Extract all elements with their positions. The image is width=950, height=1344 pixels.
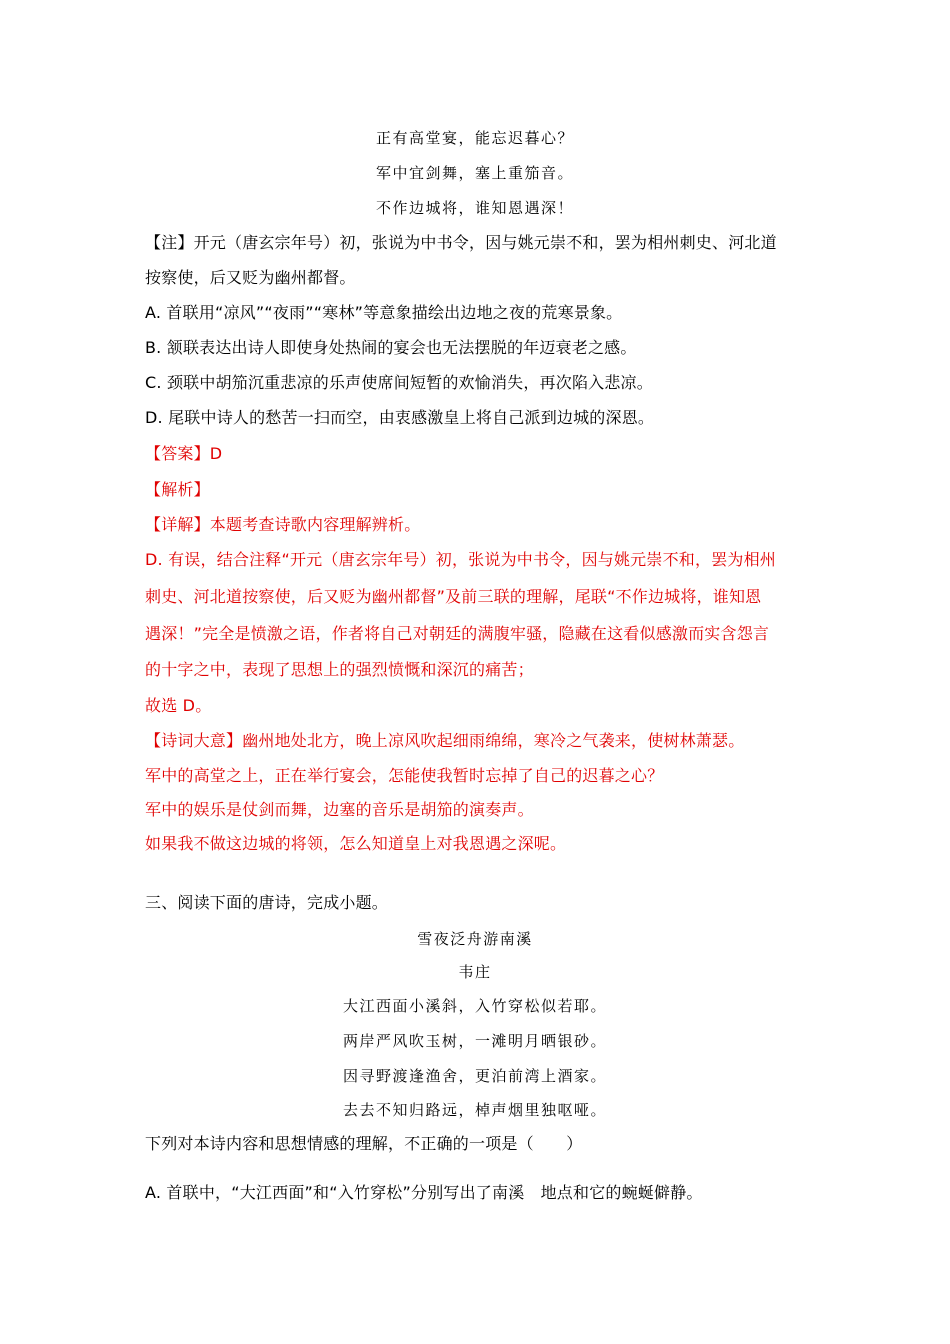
poem-line: 军中宜剑舞，塞上重笳音。 <box>375 164 574 182</box>
section-heading: 三、阅读下面的唐诗，完成小题。 <box>145 893 389 912</box>
explanation-line: D. 有误，结合注释“开元（唐玄宗年号）初，张说为中书令，因与姚元崇不和，罢为相州 <box>145 550 776 569</box>
poem-line: 两岸严风吹玉树，一滩明月晒银砂。 <box>342 1032 607 1050</box>
option-a: A. 首联用“凉风”“夜雨”“寒林”等意象描绘出边地之夜的荒寒景象。 <box>145 303 623 322</box>
poem-title: 雪夜泛舟游南溪 <box>417 930 533 948</box>
poem-line: 去去不知归路远，棹声烟里独呕哑。 <box>342 1101 607 1119</box>
detail-line: 【详解】本题考查诗歌内容理解辨析。 <box>145 515 421 534</box>
meaning-line: 【诗词大意】幽州地处北方，晚上凉风吹起细雨绵绵，寒冷之气袭来，使树林萧瑟。 <box>145 731 745 750</box>
explanation-line: 刺史、河北道按察使，后又贬为幽州都督”及前三联的理解，尾联“不作边城将，谁知恩 <box>145 587 762 606</box>
meaning-line: 军中的高堂之上，正在举行宴会，怎能使我暂时忘掉了自己的迟暮之心？ <box>145 766 664 785</box>
question-text: 下列对本诗内容和思想情感的理解，不正确的一项是（ ） <box>145 1134 583 1153</box>
explanation-line: 的十字之中，表现了思想上的强烈愤慨和深沉的痛苦； <box>145 660 534 679</box>
poem-author: 韦庄 <box>458 963 492 981</box>
explanation-line: 故选 D。 <box>145 696 212 715</box>
analysis-label: 【解析】 <box>145 480 210 499</box>
poem-line: 正有高堂宴，能忘迟暮心？ <box>375 129 574 147</box>
option-a: A. 首联中，“大江西面”和“入竹穿松”分别写出了南溪 地点和它的蜿蜒僻静。 <box>145 1183 703 1202</box>
poem-line: 不作边城将，谁知恩遇深！ <box>375 199 574 217</box>
meaning-line: 军中的娱乐是仗剑而舞，边塞的音乐是胡笳的演奏声。 <box>145 800 534 819</box>
poem-line: 因寻野渡逢渔舍，更泊前湾上酒家。 <box>342 1067 607 1085</box>
option-c: C. 颈联中胡笳沉重悲凉的乐声使席间短暂的欢愉消失，再次陷入悲凉。 <box>145 373 653 392</box>
poem-line: 大江西面小溪斜，入竹穿松似若耶。 <box>342 997 607 1015</box>
note-text: 【注】开元（唐玄宗年号）初，张说为中书令，因与姚元崇不和，罢为相州刺史、河北道 <box>145 233 777 252</box>
option-d: D. 尾联中诗人的愁苦一扫而空，由衷感激皇上将自己派到边城的深恩。 <box>145 408 655 427</box>
note-text: 按察使，后又贬为幽州都督。 <box>145 268 356 287</box>
explanation-line: 遇深！”完全是愤激之语，作者将自己对朝廷的满腹牢骚，隐藏在这看似感激而实含怨言 <box>145 624 770 643</box>
meaning-line: 如果我不做这边城的将领，怎么知道皇上对我恩遇之深呢。 <box>145 834 567 853</box>
option-b: B. 颔联表达出诗人即使身处热闹的宴会也无法摆脱的年迈衰老之感。 <box>145 338 637 357</box>
answer-line: 【答案】D <box>145 444 223 463</box>
